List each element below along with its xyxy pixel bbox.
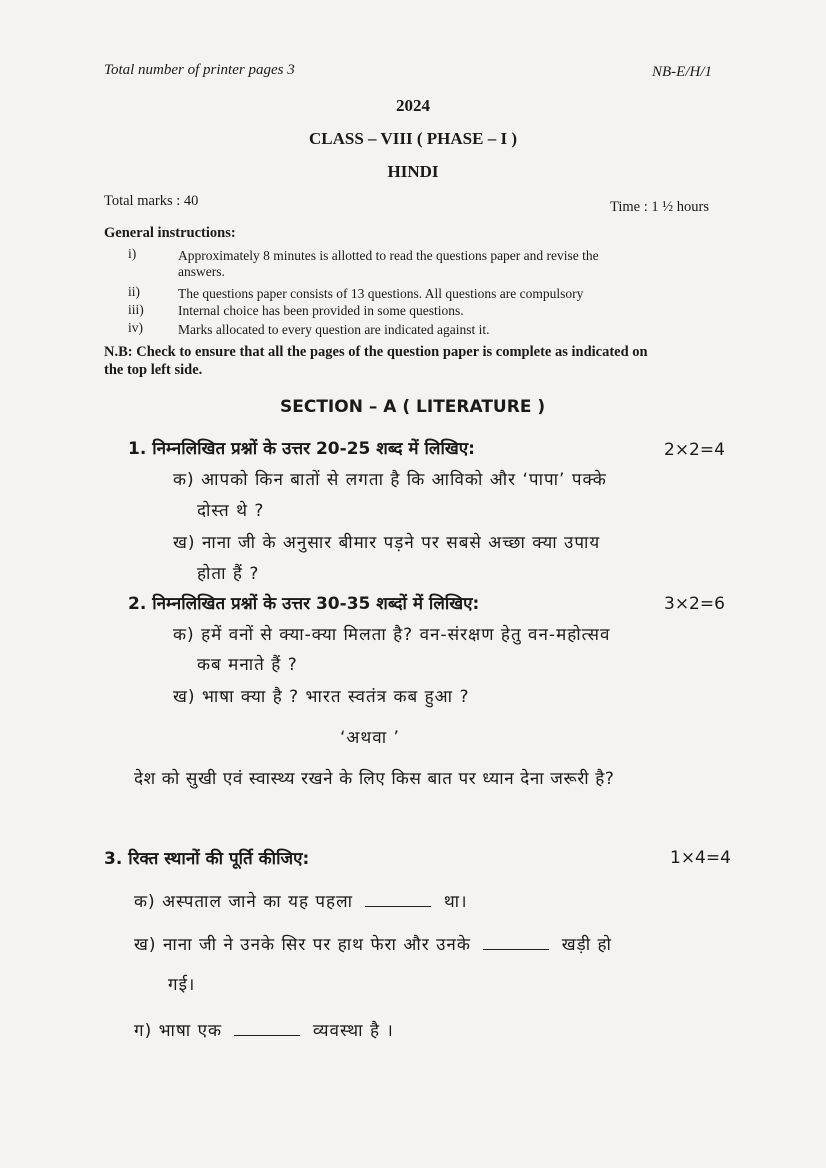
nb-note-cont: the top left side. — [104, 362, 203, 378]
instruction-number: iii) — [128, 302, 144, 317]
question-1b-cont: होता हैं ? — [197, 564, 260, 584]
fill-blank — [234, 1021, 300, 1036]
fill-blank — [483, 935, 549, 950]
instruction-text: The questions paper consists of 13 questions. All questions are compulsory — [178, 286, 584, 301]
page-count-note: Total number of printer pages 3 — [104, 62, 295, 78]
question-2-title: 2. निम्नलिखित प्रश्नों के उत्तर 30-35 शब्दों में लिखिए: — [128, 594, 480, 614]
total-marks: Total marks : 40 — [104, 193, 199, 209]
paper-code: NB-E/H/1 — [652, 64, 712, 80]
exam-time: Time : 1 ½ hours — [610, 199, 709, 215]
question-2-marks: 3×2=6 — [664, 594, 725, 614]
section-title: SECTION – A ( LITERATURE ) — [280, 397, 546, 417]
exam-year: 2024 — [396, 96, 430, 115]
question-1b: ख) नाना जी के अनुसार बीमार पड़ने पर सबसे अच्छा क्या उपाय — [173, 533, 601, 553]
question-2b: ख) भाषा क्या है ? भारत स्वतंत्र कब हुआ ? — [173, 687, 470, 707]
instruction-number: ii) — [128, 284, 140, 299]
question-1-marks: 2×2=4 — [664, 440, 725, 460]
subject-title: HINDI — [387, 162, 439, 181]
question-3b-text: ख) नाना जी ने उनके सिर पर हाथ फेरा और उनके — [134, 935, 471, 955]
instruction-text: Internal choice has been provided in some questions. — [178, 303, 464, 318]
or-label: ‘अथवा ’ — [340, 728, 400, 748]
question-2-alternative: देश को सुखी एवं स्वास्थ्य रखने के लिए किस बात पर ध्यान देना जरूरी है? — [134, 769, 615, 789]
question-3-title: 3. रिक्त स्थानों की पूर्ति कीजिए: — [104, 849, 310, 869]
instruction-text: Approximately 8 minutes is allotted to read the questions paper and revise the — [178, 248, 599, 263]
question-3-marks: 1×4=4 — [670, 848, 731, 868]
question-1a-cont: दोस्त थे ? — [197, 501, 265, 521]
question-3b — [134, 932, 612, 955]
instruction-text: Marks allocated to every question are indicated against it. — [178, 322, 490, 337]
question-3c — [134, 1018, 394, 1041]
question-3b-end: खड़ी हो — [561, 935, 612, 955]
nb-note: N.B: Check to ensure that all the pages of the question paper is complete as indicated on — [104, 344, 648, 360]
question-3c-end: व्यवस्था है । — [312, 1021, 394, 1041]
question-3b-cont: गई। — [168, 975, 196, 995]
question-2a: क) हमें वनों से क्या-क्या मिलता है? वन-संरक्षण हेतु वन-महोत्सव — [173, 625, 611, 645]
instruction-number: iv) — [128, 320, 143, 335]
question-1a: क) आपको किन बातों से लगता है कि आविको और ‘पापा’ पक्के — [173, 470, 607, 490]
question-3a-end: था। — [443, 892, 468, 912]
question-1-title: 1. निम्नलिखित प्रश्नों के उत्तर 20-25 शब्द में लिखिए: — [128, 439, 475, 459]
instruction-number: i) — [128, 246, 137, 261]
question-3a-text: क) अस्पताल जाने का यह पहला — [134, 892, 353, 912]
question-3c-text: ग) भाषा एक — [134, 1021, 223, 1041]
class-title: CLASS – VIII ( PHASE – I ) — [309, 129, 517, 148]
fill-blank — [365, 892, 431, 907]
instruction-text-cont: answers. — [178, 264, 225, 279]
question-2a-cont: कब मनाते हैं ? — [197, 655, 298, 675]
question-3a — [134, 889, 468, 912]
instructions-title: General instructions: — [104, 225, 236, 241]
